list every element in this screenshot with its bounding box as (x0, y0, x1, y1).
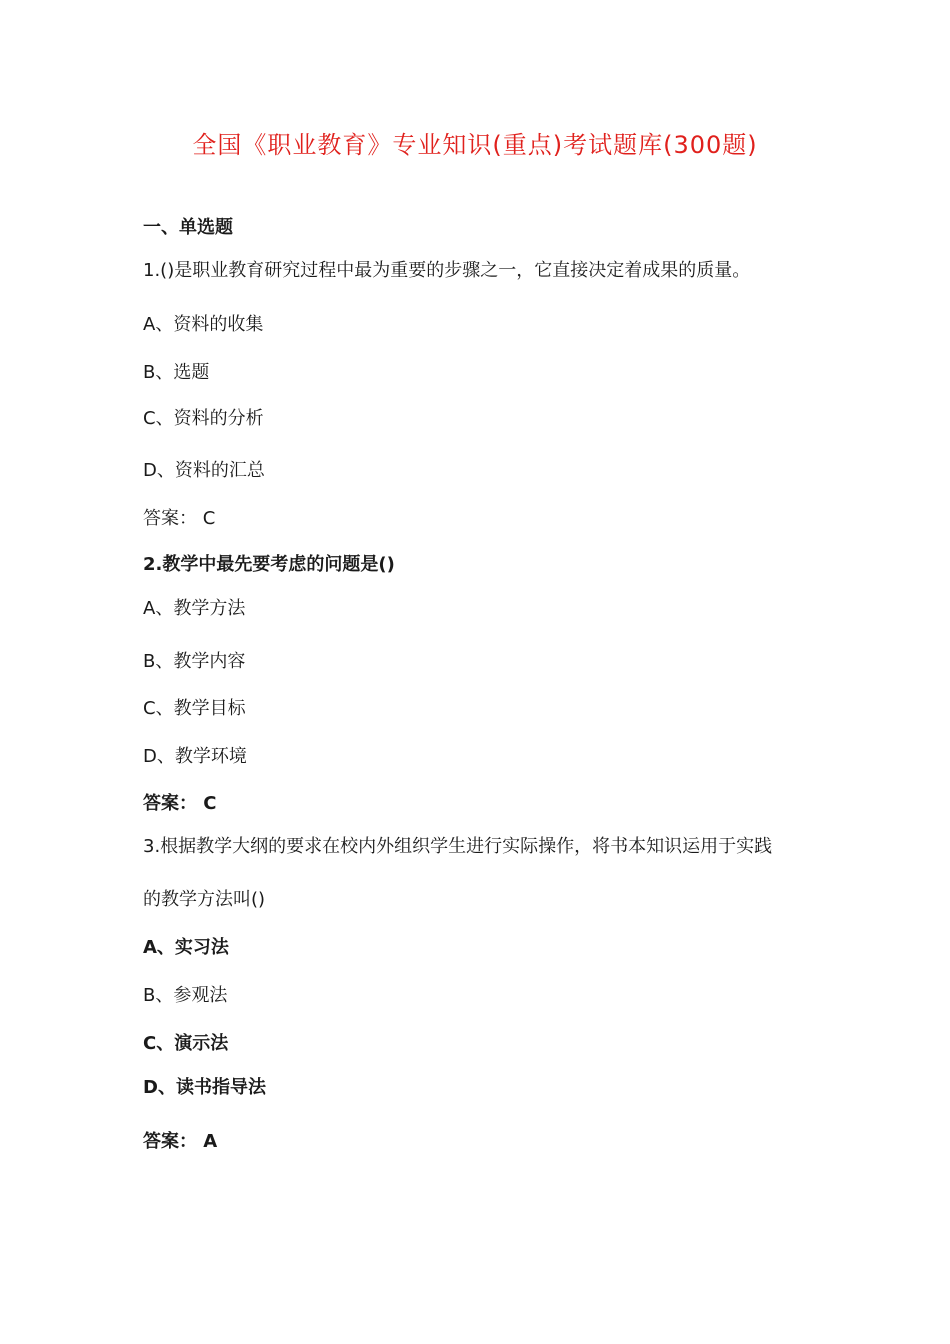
document-title: 全国《职业教育》专业知识(重点)考试题库(300题) (192, 131, 758, 159)
question-stem-line-1: 3.根据教学大纲的要求在校内外组织学生进行实际操作，将书本知识运用于实践 (143, 836, 773, 857)
option-d: D、读书指导法 (143, 1077, 266, 1098)
option-b: B、教学内容 (143, 651, 246, 672)
option-d: D、资料的汇总 (143, 460, 265, 481)
option-c: C、演示法 (143, 1033, 229, 1054)
question-stem-line-2: 的教学方法叫() (143, 889, 266, 910)
answer: 答案： A (143, 1131, 218, 1152)
option-a: A、教学方法 (143, 598, 246, 619)
question-stem: 1.()是职业教育研究过程中最为重要的步骤之一，它直接决定着成果的质量。 (143, 260, 751, 281)
option-a: A、资料的收集 (143, 314, 264, 335)
option-c: C、资料的分析 (143, 408, 264, 429)
option-b: B、选题 (143, 362, 210, 383)
answer: 答案： C (143, 508, 216, 529)
option-d: D、教学环境 (143, 746, 247, 767)
question-stem: 2.教学中最先要考虑的问题是() (143, 554, 395, 575)
option-a: A、实习法 (143, 937, 229, 958)
option-c: C、教学目标 (143, 698, 246, 719)
option-b: B、参观法 (143, 985, 228, 1006)
answer: 答案： C (143, 793, 217, 814)
section-heading: 一、单选题 (143, 217, 233, 238)
